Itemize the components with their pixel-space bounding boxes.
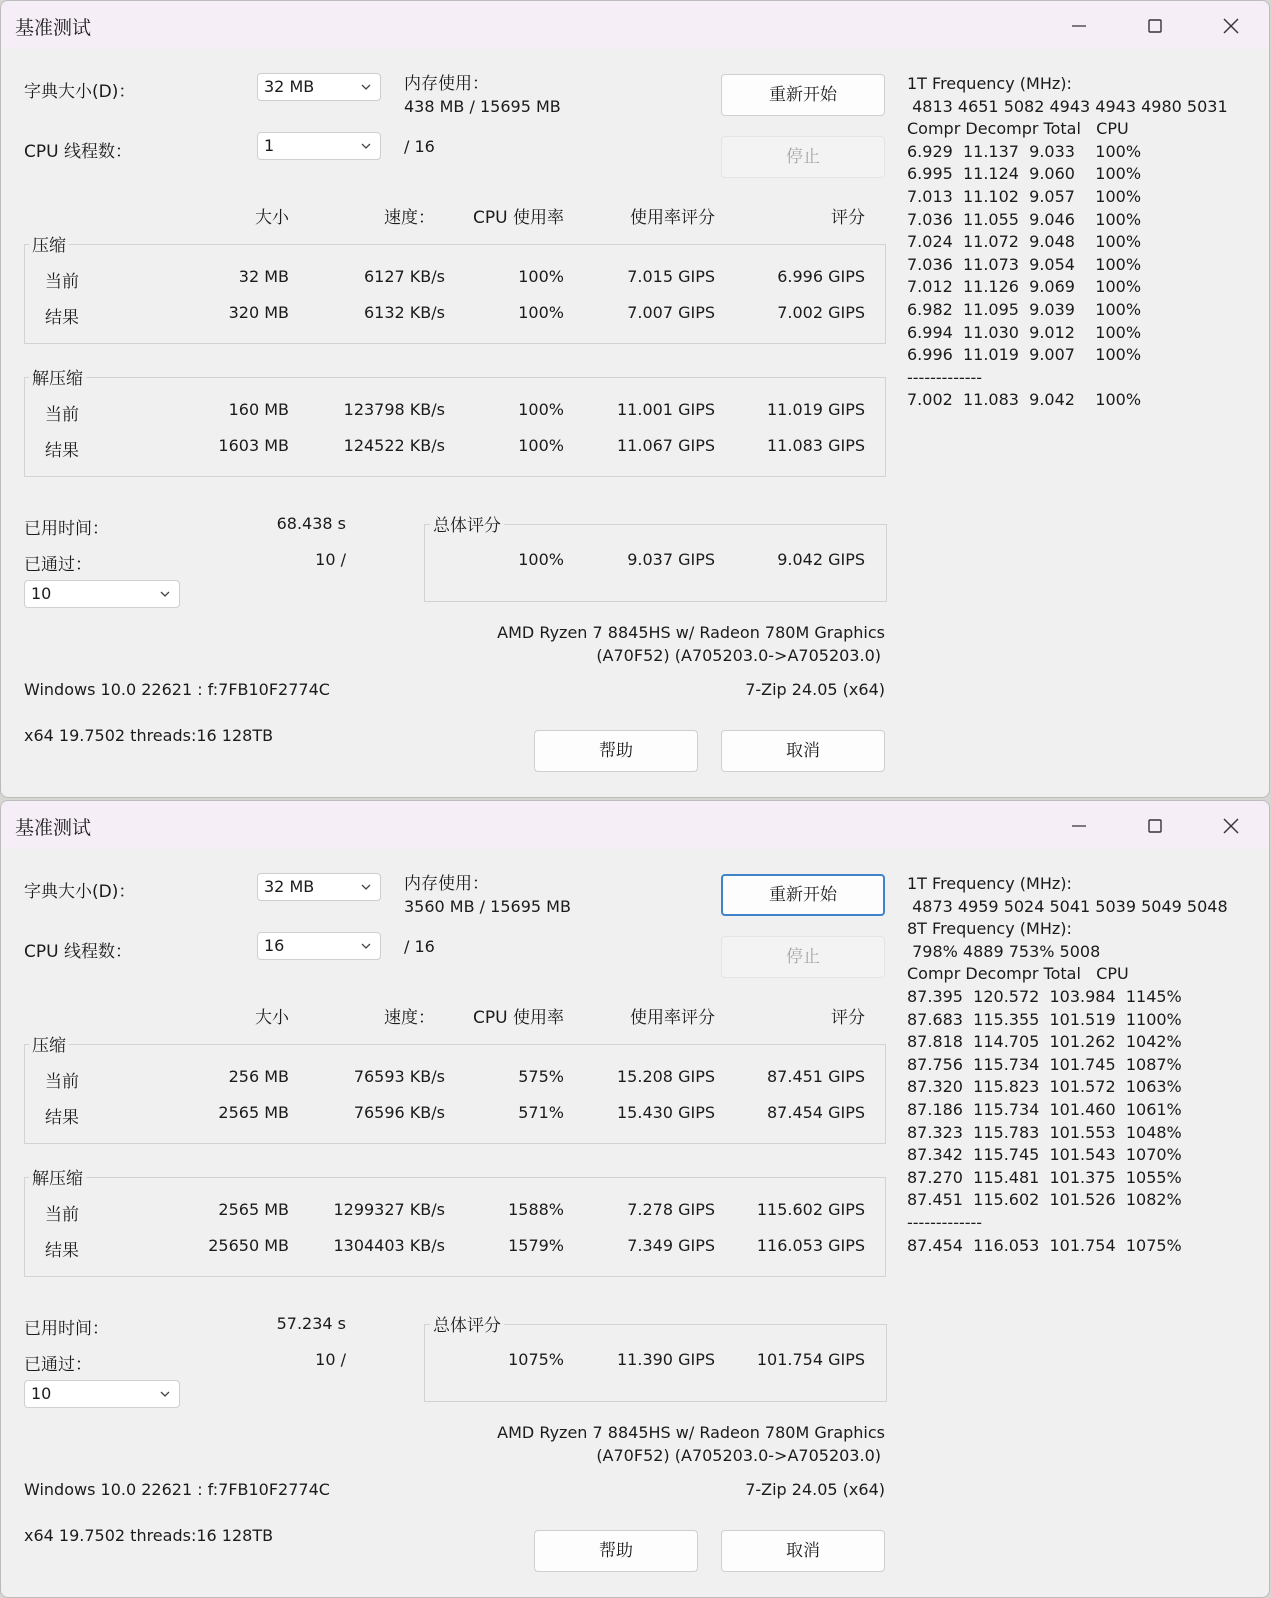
close-icon	[1221, 816, 1241, 836]
compress-current-label: 当前	[45, 272, 79, 292]
dictionary-size-label: 字典大小(D)：	[24, 882, 136, 902]
compress-current-rating: 87.451 GIPS	[767, 1067, 865, 1086]
log-line: 6.996 11.019 9.007 100%	[907, 345, 1142, 365]
elapsed-time-value: 57.234 s	[276, 1314, 346, 1333]
window-title: 基准测试	[15, 817, 92, 839]
compress-group	[24, 244, 886, 344]
total-cpu: 100%	[518, 550, 564, 569]
benchmark-window-2	[0, 800, 1270, 1598]
compress-current-speed: 6127 KB/s	[364, 267, 445, 286]
elapsed-time-label: 已用时间：	[24, 1319, 109, 1339]
cpu-threads-value: 16	[264, 936, 285, 955]
decompress-current-speed: 1299327 KB/s	[333, 1200, 445, 1219]
decompress-current-speed: 123798 KB/s	[343, 400, 445, 419]
log-line: 87.323 115.783 101.553 1048%	[907, 1122, 1182, 1142]
log-line: 6.994 11.030 9.012 100%	[907, 322, 1142, 342]
close-window-button[interactable]	[1213, 811, 1249, 841]
decompress-result-usage: 11.067 GIPS	[617, 436, 715, 455]
total-cpu: 1075%	[508, 1350, 564, 1369]
compress-current-cpu: 575%	[518, 1067, 564, 1086]
dictionary-size-value: 32 MB	[264, 77, 315, 96]
log-line: -------------	[907, 1212, 983, 1232]
compress-current-rating: 6.996 GIPS	[777, 267, 865, 286]
passed-value: 10 /	[315, 550, 346, 569]
decompress-result-speed: 124522 KB/s	[343, 436, 445, 455]
log-line: 87.818 114.705 101.262 1042%	[907, 1032, 1182, 1052]
compress-current-usage: 7.015 GIPS	[627, 267, 715, 286]
minimize-icon	[1069, 16, 1089, 36]
compress-current-size: 256 MB	[228, 1067, 289, 1086]
log-line: 7.002 11.083 9.042 100%	[907, 390, 1142, 410]
cpu-threads-total: / 16	[404, 937, 435, 956]
system-info: x64 19.7502 threads:16 128TB	[24, 726, 274, 745]
log-line: 6.995 11.124 9.060 100%	[907, 164, 1142, 184]
restart-button[interactable]: 重新开始	[721, 74, 885, 116]
minimize-button[interactable]	[1061, 811, 1097, 841]
benchmark-log	[907, 73, 1228, 412]
chevron-down-icon	[360, 140, 372, 152]
decompress-result-size: 25650 MB	[208, 1236, 289, 1255]
decompress-result-speed: 1304403 KB/s	[333, 1236, 445, 1255]
log-line: 4873 4959 5024 5041 5039 5049 5048	[907, 896, 1228, 916]
cpu-threads-total: / 16	[404, 137, 435, 156]
cpu-id: (A70F52) (A705203.0->A705203.0)	[596, 1446, 881, 1465]
maximize-icon	[1145, 816, 1165, 836]
compress-result-label: 结果	[45, 1108, 79, 1128]
decompress-current-size: 2565 MB	[218, 1200, 289, 1219]
decompress-group-title: 解压缩	[29, 1164, 86, 1189]
log-line: 87.451 115.602 101.526 1082%	[907, 1190, 1182, 1210]
elapsed-time-label: 已用时间：	[24, 519, 109, 539]
minimize-icon	[1069, 816, 1089, 836]
total-rating-title: 总体评分	[430, 1311, 504, 1336]
memory-usage-label: 内存使用：	[404, 74, 489, 94]
compress-group	[24, 1044, 886, 1144]
compress-result-rating: 7.002 GIPS	[777, 303, 865, 322]
compress-result-speed: 76596 KB/s	[353, 1103, 445, 1122]
compress-current-label: 当前	[45, 1072, 79, 1092]
passes-select[interactable]	[24, 580, 180, 608]
compress-result-label: 结果	[45, 308, 79, 328]
decompress-result-label: 结果	[45, 441, 79, 461]
cpu-id: (A70F52) (A705203.0->A705203.0)	[596, 646, 881, 665]
maximize-button[interactable]	[1137, 811, 1173, 841]
passed-value: 10 /	[315, 1350, 346, 1369]
compress-current-size: 32 MB	[238, 267, 289, 286]
passes-select-value: 10	[31, 1384, 52, 1403]
decompress-current-cpu: 1588%	[508, 1200, 564, 1219]
dictionary-size-value: 32 MB	[264, 877, 315, 896]
chevron-down-icon	[360, 81, 372, 93]
decompress-result-rating: 11.083 GIPS	[767, 436, 865, 455]
cpu-threads-select[interactable]	[257, 932, 381, 960]
title-bar	[1, 801, 1269, 849]
benchmark-log	[907, 873, 1228, 1257]
log-line: 8T Frequency (MHz):	[907, 919, 1072, 939]
compress-current-cpu: 100%	[518, 267, 564, 286]
log-line: 7.036 11.055 9.046 100%	[907, 209, 1142, 229]
decompress-current-rating: 115.602 GIPS	[756, 1200, 865, 1219]
version-info: 7-Zip 24.05 (x64)	[745, 680, 885, 699]
log-line: -------------	[907, 367, 983, 387]
log-line: 87.454 116.053 101.754 1075%	[907, 1235, 1182, 1255]
log-line: 87.756 115.734 101.745 1087%	[907, 1054, 1182, 1074]
cpu-name: AMD Ryzen 7 8845HS w/ Radeon 780M Graphics	[497, 1423, 885, 1442]
chevron-down-icon	[360, 940, 372, 952]
cpu-threads-label: CPU 线程数：	[24, 942, 132, 962]
minimize-button[interactable]	[1061, 11, 1097, 41]
decompress-current-size: 160 MB	[228, 400, 289, 419]
compress-current-usage: 15.208 GIPS	[617, 1067, 715, 1086]
col-header-usage-rating: 使用率评分	[630, 208, 715, 228]
decompress-current-cpu: 100%	[518, 400, 564, 419]
stop-button[interactable]: 停止	[721, 936, 885, 978]
log-line: 7.013 11.102 9.057 100%	[907, 186, 1142, 206]
compress-group-title: 压缩	[29, 231, 69, 256]
elapsed-time-value: 68.438 s	[276, 514, 346, 533]
close-icon	[1221, 16, 1241, 36]
chevron-down-icon	[159, 1388, 171, 1400]
restart-button[interactable]: 重新开始	[721, 874, 885, 916]
total-usage-rating: 9.037 GIPS	[627, 550, 715, 569]
log-line: 1T Frequency (MHz):	[907, 74, 1072, 93]
decompress-result-cpu: 1579%	[508, 1236, 564, 1255]
dictionary-size-label: 字典大小(D)：	[24, 82, 136, 102]
maximize-icon	[1145, 16, 1165, 36]
decompress-result-label: 结果	[45, 1241, 79, 1261]
col-header-rating: 评分	[831, 1008, 865, 1028]
cancel-button[interactable]: 取消	[721, 730, 885, 772]
passes-select[interactable]	[24, 1380, 180, 1408]
compress-result-size: 2565 MB	[218, 1103, 289, 1122]
cpu-name: AMD Ryzen 7 8845HS w/ Radeon 780M Graphics	[497, 623, 885, 642]
compress-result-size: 320 MB	[228, 303, 289, 322]
log-line: 798% 4889 753% 5008	[907, 941, 1101, 961]
col-header-usage-rating: 使用率评分	[630, 1008, 715, 1028]
log-line: 6.982 11.095 9.039 100%	[907, 299, 1142, 319]
compress-group-title: 压缩	[29, 1031, 69, 1056]
decompress-current-usage: 7.278 GIPS	[627, 1200, 715, 1219]
cancel-button[interactable]: 取消	[721, 1530, 885, 1572]
memory-usage-value: 3560 MB / 15695 MB	[404, 897, 571, 916]
help-button[interactable]: 帮助	[534, 1530, 698, 1572]
log-line: 87.186 115.734 101.460 1061%	[907, 1099, 1182, 1119]
cpu-threads-select[interactable]	[257, 132, 381, 160]
col-header-rating: 评分	[831, 208, 865, 228]
system-info: x64 19.7502 threads:16 128TB	[24, 1526, 274, 1545]
close-window-button[interactable]	[1213, 11, 1249, 41]
decompress-result-rating: 116.053 GIPS	[756, 1236, 865, 1255]
benchmark-window-1	[0, 0, 1270, 798]
compress-result-cpu: 571%	[518, 1103, 564, 1122]
os-info: Windows 10.0 22621 : f:7FB10F2774C	[24, 680, 330, 699]
cpu-threads-label: CPU 线程数：	[24, 142, 132, 162]
decompress-current-label: 当前	[45, 405, 79, 425]
total-rating: 9.042 GIPS	[777, 550, 865, 569]
passes-select-value: 10	[31, 584, 52, 603]
total-rating: 101.754 GIPS	[756, 1350, 865, 1369]
dictionary-size-select[interactable]	[257, 873, 381, 901]
decompress-current-rating: 11.019 GIPS	[767, 400, 865, 419]
log-line: Compr Decompr Total CPU	[907, 119, 1129, 139]
decompress-result-cpu: 100%	[518, 436, 564, 455]
compress-result-rating: 87.454 GIPS	[767, 1103, 865, 1122]
total-rating-title: 总体评分	[430, 511, 504, 536]
decompress-group	[24, 1177, 886, 1277]
log-line: 7.036 11.073 9.054 100%	[907, 254, 1142, 274]
log-line: 87.683 115.355 101.519 1100%	[907, 1009, 1182, 1029]
log-line: 7.024 11.072 9.048 100%	[907, 232, 1142, 252]
help-button[interactable]: 帮助	[534, 730, 698, 772]
passed-label: 已通过：	[24, 555, 92, 575]
log-line: 4813 4651 5082 4943 4943 4980 5031	[907, 96, 1228, 116]
compress-result-speed: 6132 KB/s	[364, 303, 445, 322]
decompress-current-usage: 11.001 GIPS	[617, 400, 715, 419]
decompress-group-title: 解压缩	[29, 364, 86, 389]
memory-usage-value: 438 MB / 15695 MB	[404, 97, 561, 116]
col-header-speed: 速度：	[384, 208, 435, 228]
cpu-threads-value: 1	[264, 136, 275, 155]
os-info: Windows 10.0 22621 : f:7FB10F2774C	[24, 1480, 330, 1499]
maximize-button[interactable]	[1137, 11, 1173, 41]
col-header-size: 大小	[255, 208, 289, 228]
col-header-cpu-usage: CPU 使用率	[473, 208, 564, 228]
compress-result-usage: 7.007 GIPS	[627, 303, 715, 322]
dictionary-size-select[interactable]	[257, 73, 381, 101]
log-line: 1T Frequency (MHz):	[907, 874, 1072, 893]
decompress-group	[24, 377, 886, 477]
log-line: 87.395 120.572 103.984 1145%	[907, 986, 1182, 1006]
col-header-size: 大小	[255, 1008, 289, 1028]
stop-button[interactable]: 停止	[721, 136, 885, 178]
log-line: 87.342 115.745 101.543 1070%	[907, 1145, 1182, 1165]
window-title: 基准测试	[15, 17, 92, 39]
col-header-speed: 速度：	[384, 1008, 435, 1028]
total-usage-rating: 11.390 GIPS	[617, 1350, 715, 1369]
decompress-current-label: 当前	[45, 1205, 79, 1225]
log-line: 7.012 11.126 9.069 100%	[907, 277, 1142, 297]
decompress-result-usage: 7.349 GIPS	[627, 1236, 715, 1255]
compress-result-cpu: 100%	[518, 303, 564, 322]
decompress-result-size: 1603 MB	[218, 436, 289, 455]
chevron-down-icon	[159, 588, 171, 600]
passed-label: 已通过：	[24, 1355, 92, 1375]
version-info: 7-Zip 24.05 (x64)	[745, 1480, 885, 1499]
log-line: Compr Decompr Total CPU	[907, 964, 1129, 984]
title-bar	[1, 1, 1269, 49]
compress-current-speed: 76593 KB/s	[353, 1067, 445, 1086]
chevron-down-icon	[360, 881, 372, 893]
memory-usage-label: 内存使用：	[404, 874, 489, 894]
log-line: 87.320 115.823 101.572 1063%	[907, 1077, 1182, 1097]
col-header-cpu-usage: CPU 使用率	[473, 1008, 564, 1028]
log-line: 87.270 115.481 101.375 1055%	[907, 1167, 1182, 1187]
log-line: 6.929 11.137 9.033 100%	[907, 141, 1142, 161]
compress-result-usage: 15.430 GIPS	[617, 1103, 715, 1122]
